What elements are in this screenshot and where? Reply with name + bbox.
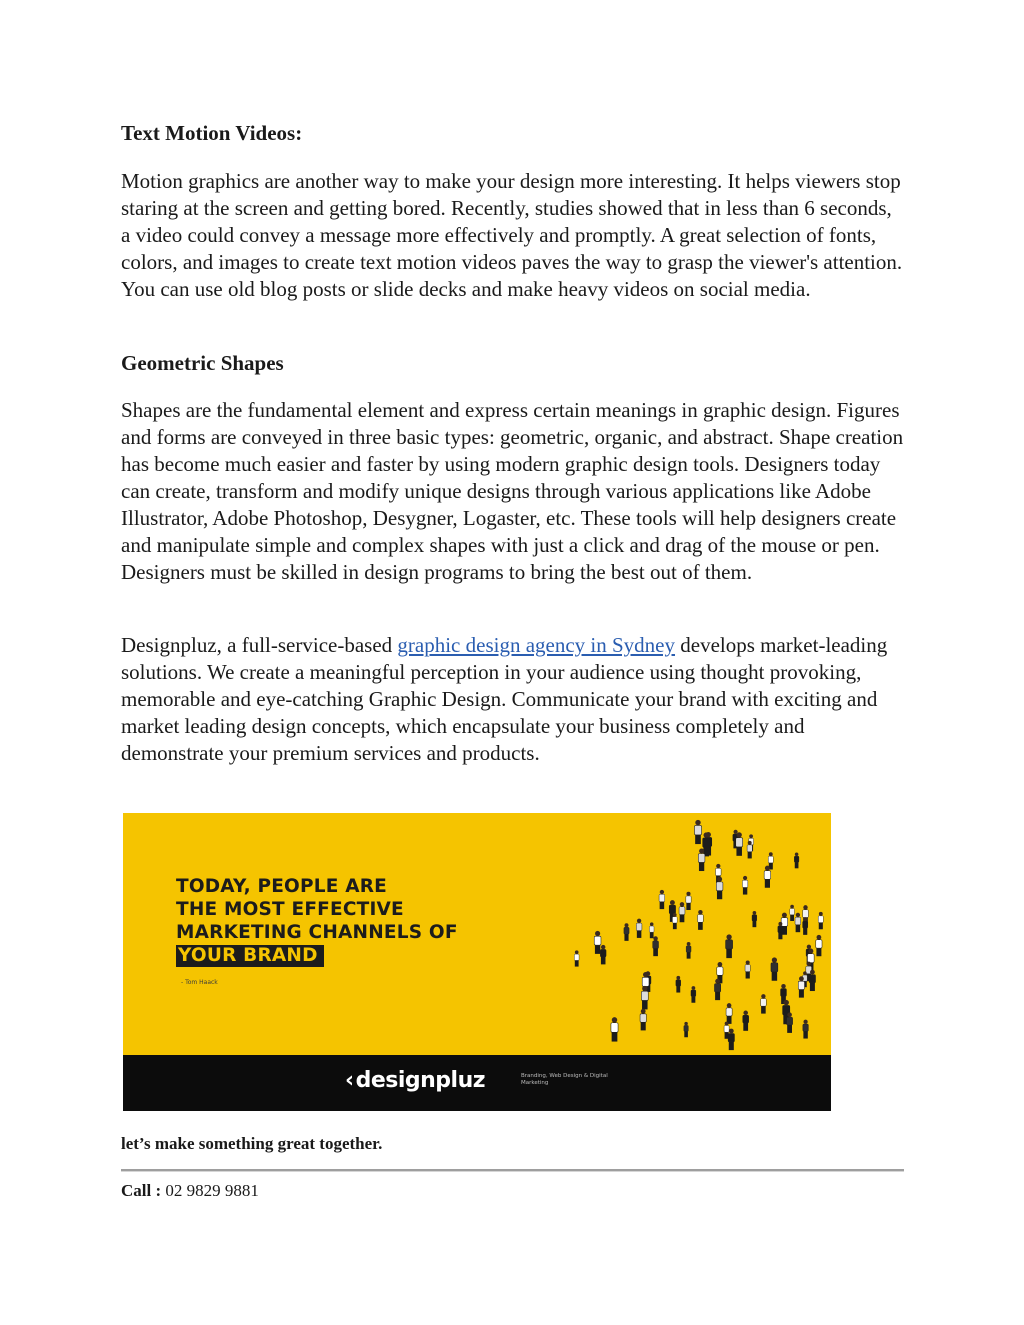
person-figure (600, 945, 606, 964)
banner-quote (176, 875, 458, 967)
section-body-geometric-shapes: Shapes are the fundamental element and express certain meanings in graphic design. Figures and forms are conveyed in three basic types: geometric, organic, and abstract. Shape creation has become much easier and faster by using modern graphic design tools. Designers today can create, transform and modify unique designs through various applications like Adobe Illustrator, Adobe Photoshop, Desygner, Logaster, etc. These tools will help designers create and manipulate simple and complex shapes with just a click and drag of the mouse or pen. Designers must be skilled in design programs to bring the best out of them. (121, 398, 904, 584)
person-figure (736, 832, 743, 856)
person-figure (672, 913, 677, 929)
person-figure (697, 910, 703, 930)
person-figure (752, 911, 757, 927)
section-heading-geometric-shapes: Geometric Shapes (121, 351, 284, 375)
person-figure (686, 942, 691, 959)
section-heading-text-motion: Text Motion Videos: (121, 121, 303, 145)
person-figure (803, 917, 808, 935)
person-figure (764, 866, 770, 888)
promo-text-before-link: Designpluz, a full-service-based (121, 633, 398, 657)
person-figure (742, 876, 747, 895)
person-figure (787, 1012, 793, 1033)
person-figure (679, 902, 685, 922)
crowd-illustration (563, 813, 831, 1055)
person-figure (624, 923, 629, 941)
person-figure (728, 1029, 734, 1051)
promo-banner-image (123, 813, 831, 1111)
call-line (121, 1180, 259, 1202)
section-body-text-motion: Motion graphics are another way to make your design more interesting. It helps viewers stop staring at the screen and getting bored. Recently, studies showed that in less than 6 seconds, a video could convey a message more effectively and promptly. A great selection of fonts, colors, and images to create text motion videos paves the way to grasp the viewer's attention. You can use old blog posts or slide decks and make heavy videos on social media. (121, 169, 903, 301)
banner-footer-bar (123, 1055, 831, 1111)
person-figure (771, 957, 778, 980)
person-figure (809, 970, 815, 991)
person-figure (594, 931, 601, 954)
person-figure (803, 1020, 809, 1039)
person-figure (795, 913, 801, 932)
banner-quote-highlight: YOUR BRAND (176, 945, 324, 967)
banner-quote-line: THE MOST EFFECTIVE (176, 899, 404, 920)
person-figure (653, 936, 659, 956)
phone-number[interactable]: 02 9829 9881 (165, 1181, 259, 1200)
person-figure (726, 934, 733, 958)
brand-name: designpluz (355, 1068, 486, 1093)
person-figure (761, 994, 767, 1013)
call-to-action: let’s make something great together. (121, 1134, 383, 1153)
person-figure (703, 832, 710, 856)
person-figure (574, 950, 579, 966)
person-figure (716, 877, 723, 900)
call-label: Call : (121, 1181, 162, 1200)
person-figure (694, 820, 701, 844)
person-figure (778, 922, 783, 939)
designpluz-logo (345, 1068, 485, 1093)
person-figure (745, 960, 750, 978)
person-figure (816, 935, 822, 956)
person-figure (684, 1022, 689, 1037)
banner-quote-author: - Tom Haack (181, 979, 218, 986)
person-figure (691, 986, 696, 1003)
promo-text-after-link: develops market-leading solutions. We create a meaningful perception in your audience using thought provoking, memorable and eye-catching Graphic Design. Communicate your brand with exciting and market leading design concepts, which encapsulate your business completely and demonstrate your premium services and products. (121, 633, 888, 765)
person-figure (726, 1003, 732, 1024)
person-figure (714, 979, 720, 1000)
person-figure (698, 848, 705, 871)
person-figure (686, 892, 691, 910)
person-figure (798, 976, 804, 997)
person-figure (611, 1017, 618, 1041)
person-figure (818, 912, 823, 929)
person-figure (676, 976, 681, 993)
brand-tagline: Branding, Web Design & Digital Marketing (521, 1073, 608, 1086)
agency-link[interactable]: graphic design agency in Sydney (397, 633, 675, 657)
person-figure (659, 890, 665, 909)
person-figure (790, 905, 795, 921)
banner-quote-line: MARKETING CHANNELS OF (176, 922, 458, 943)
person-figure (649, 922, 654, 938)
person-figure (641, 986, 648, 1010)
person-figure (794, 853, 799, 869)
banner-quote-line: TODAY, PEOPLE ARE (176, 876, 388, 897)
person-figure (640, 1009, 646, 1031)
horizontal-divider (121, 1169, 904, 1172)
person-figure (747, 841, 752, 859)
logo-chevron-icon: ‹ (345, 1068, 354, 1093)
person-figure (743, 1011, 749, 1031)
promo-paragraph (121, 632, 906, 767)
person-figure (636, 919, 642, 938)
